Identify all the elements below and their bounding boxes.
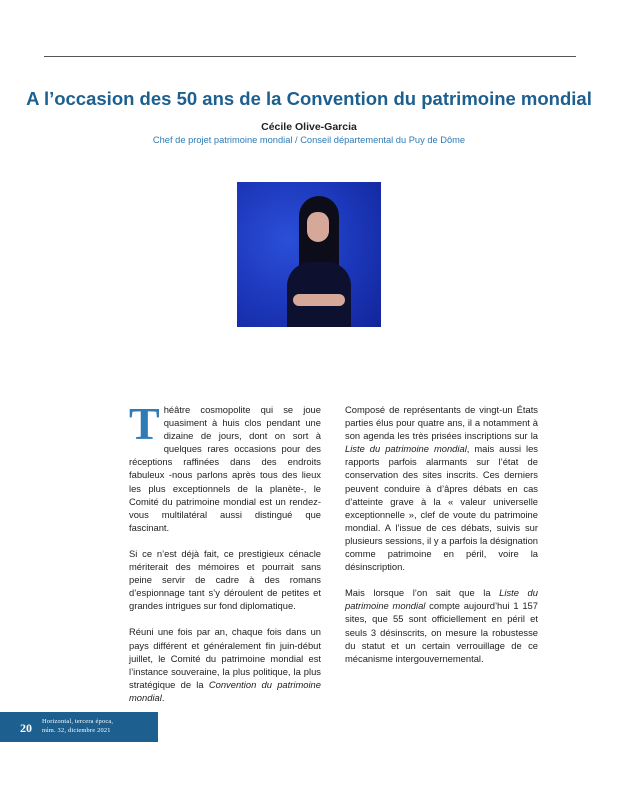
portrait-arms <box>293 294 345 306</box>
publication-info: Horizontal, tercera época, <box>42 718 114 725</box>
top-divider <box>44 56 576 57</box>
paragraph: Composé de représentants de vingt-un États parties élus pour quatre ans, il a notamment à son agenda les très prisées inscriptions sur la Liste du patrimoine mondial, mais aussi les rapports parfois alarmants sur l’état de conservation des sites inscrits. Ces derniers peuvent conduire à d’âpres débats en cas d’atteinte grave à la « valeur universelle exceptionnelle », clef de voute du patrimoine mondial. A l’issue de ces débats, suivis sur plusieurs sessions, il y a parfois la désignation comme patrimoine en péril, voire la désinscription. <box>345 404 538 573</box>
drop-cap: T <box>129 398 160 449</box>
portrait-face <box>307 212 329 242</box>
paragraph: Théâtre cosmopolite qui se joue quasiment à huis clos pendant une dizaine de jours, dont on sort à quelques rares occasions pour des réceptions raffinées dans des endroits fabuleux -nous parlons après tous des lieux les plus exceptionnels de la planète-, le Comité du patrimoine mondial est un rendez-vous multilatéral aussi distingué que fascinant. <box>129 398 321 533</box>
text-column-right <box>345 403 538 678</box>
paragraph: Mais lorsque l’on sait que la Liste du patrimoine mondial compte aujourd’hui 1 157 sites, que 55 sont officiellement en péril et seuls 3 désinscrits, on mesure la robustesse du statut et un certain verrouillage de ce mécanisme intergouvernemental. <box>345 587 538 664</box>
paragraph: Si ce n’est déjà fait, ce prestigieux cénacle mériterait des mémoires et pourrait sans peine servir de cadre à des romans d’espionnage tant s’y déroulent de petites et grandes intrigues sur fond diplomatique. <box>129 547 321 612</box>
paragraph: Réuni une fois par an, chaque fois dans un pays différent et généralement fin juin-début juillet, le Comité du patrimoine mondial est l’instance souveraine, la plus politique, la plus stratégique de la Convention du patrimoine mondial. <box>129 626 321 703</box>
article-title: A l’occasion des 50 ans de la Convention du patrimoine mondial <box>26 88 592 109</box>
text-column-left <box>129 398 321 717</box>
page-number: 20 <box>20 721 32 735</box>
author-affiliation: Chef de projet patrimoine mondial / Conseil départemental du Puy de Dôme <box>152 135 466 145</box>
author-portrait <box>237 182 381 327</box>
publication-issue: núm. 32, diciembre 2021 <box>42 727 111 734</box>
author-name: Cécile Olive-Garcia <box>261 121 357 133</box>
